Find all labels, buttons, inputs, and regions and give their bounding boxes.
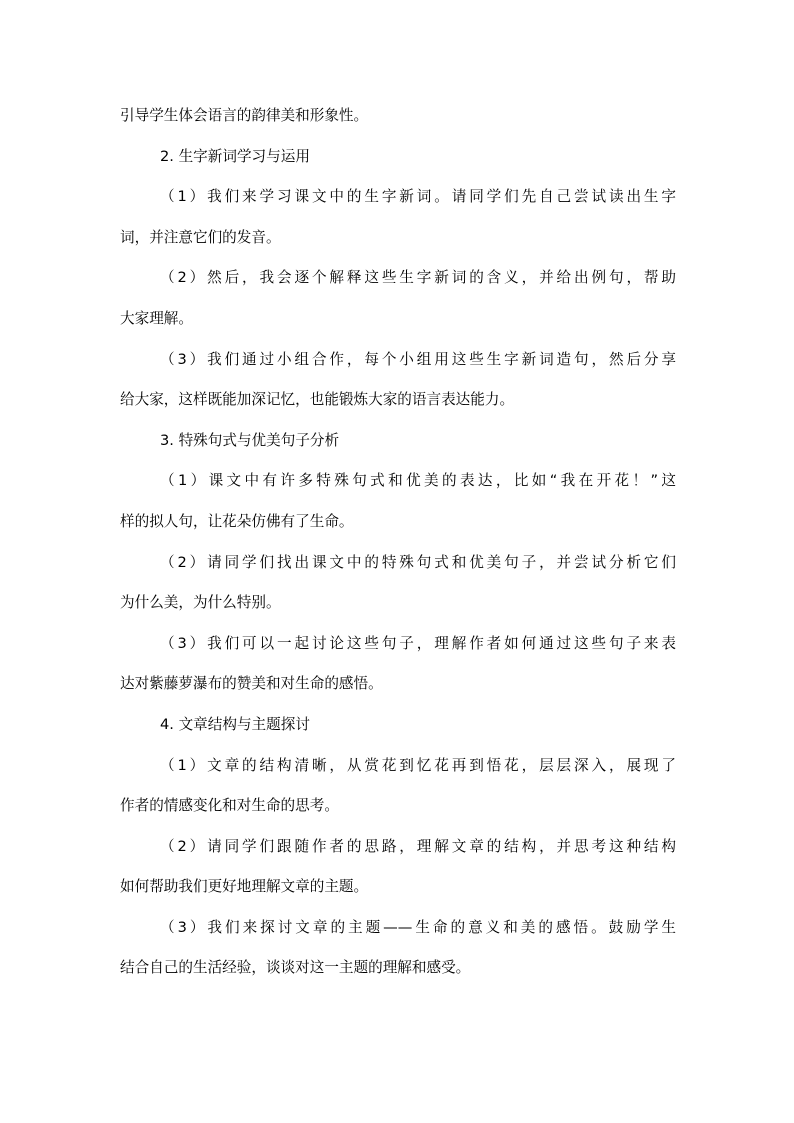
- paragraph-line: （2）请同学们跟随作者的思路，理解文章的结构，并思考这种结构: [160, 837, 676, 855]
- paragraph-line: 达对紫藤萝瀑布的赞美和对生命的感悟。: [120, 675, 383, 693]
- paragraph-line: 结合自己的生活经验，谈谈对这一主题的理解和感受。: [120, 959, 471, 977]
- paragraph-line: 给大家，这样既能加深记忆，也能锻炼大家的语言表达能力。: [120, 391, 515, 409]
- paragraph-line: （3）我们可以一起讨论这些句子，理解作者如何通过这些句子来表: [160, 634, 676, 652]
- paragraph-line: （2）请同学们找出课文中的特殊句式和优美句子，并尝试分析它们: [160, 553, 676, 571]
- paragraph-line: （3）我们来探讨文章的主题——生命的意义和美的感悟。鼓励学生: [160, 918, 676, 936]
- paragraph-line: 词，并注意它们的发音。: [120, 228, 281, 246]
- paragraph-line: 为什么美，为什么特别。: [120, 594, 281, 612]
- paragraph-line: 如何帮助我们更好地理解文章的主题。: [120, 878, 369, 896]
- paragraph-line: 大家理解。: [120, 309, 193, 327]
- document-body: [120, 96, 676, 989]
- paragraph-line: （2）然后，我会逐个解释这些生字新词的含义，并给出例句，帮助: [160, 269, 676, 287]
- section-heading: 3. 特殊句式与优美句子分析: [160, 431, 340, 449]
- section-heading: 4. 文章结构与主题探讨: [160, 715, 310, 733]
- paragraph-line: 引导学生体会语言的韵律美和形象性。: [120, 107, 369, 124]
- paragraph-line: （3）我们通过小组合作，每个小组用这些生字新词造句，然后分享: [160, 350, 676, 368]
- paragraph-line: （1）文章的结构清晰，从赏花到忆花再到悟花，层层深入，展现了: [160, 756, 676, 774]
- paragraph-line: 作者的情感变化和对生命的思考。: [120, 797, 339, 815]
- section-heading: 2. 生字新词学习与运用: [160, 147, 310, 165]
- paragraph-line: 样的拟人句，让花朵仿佛有了生命。: [120, 512, 354, 530]
- paragraph-line: （1）我们来学习课文中的生字新词。请同学们先自己尝试读出生字: [160, 188, 676, 206]
- paragraph-line: （1）课文中有许多特殊句式和优美的表达，比如“我在开花！”这: [160, 472, 676, 490]
